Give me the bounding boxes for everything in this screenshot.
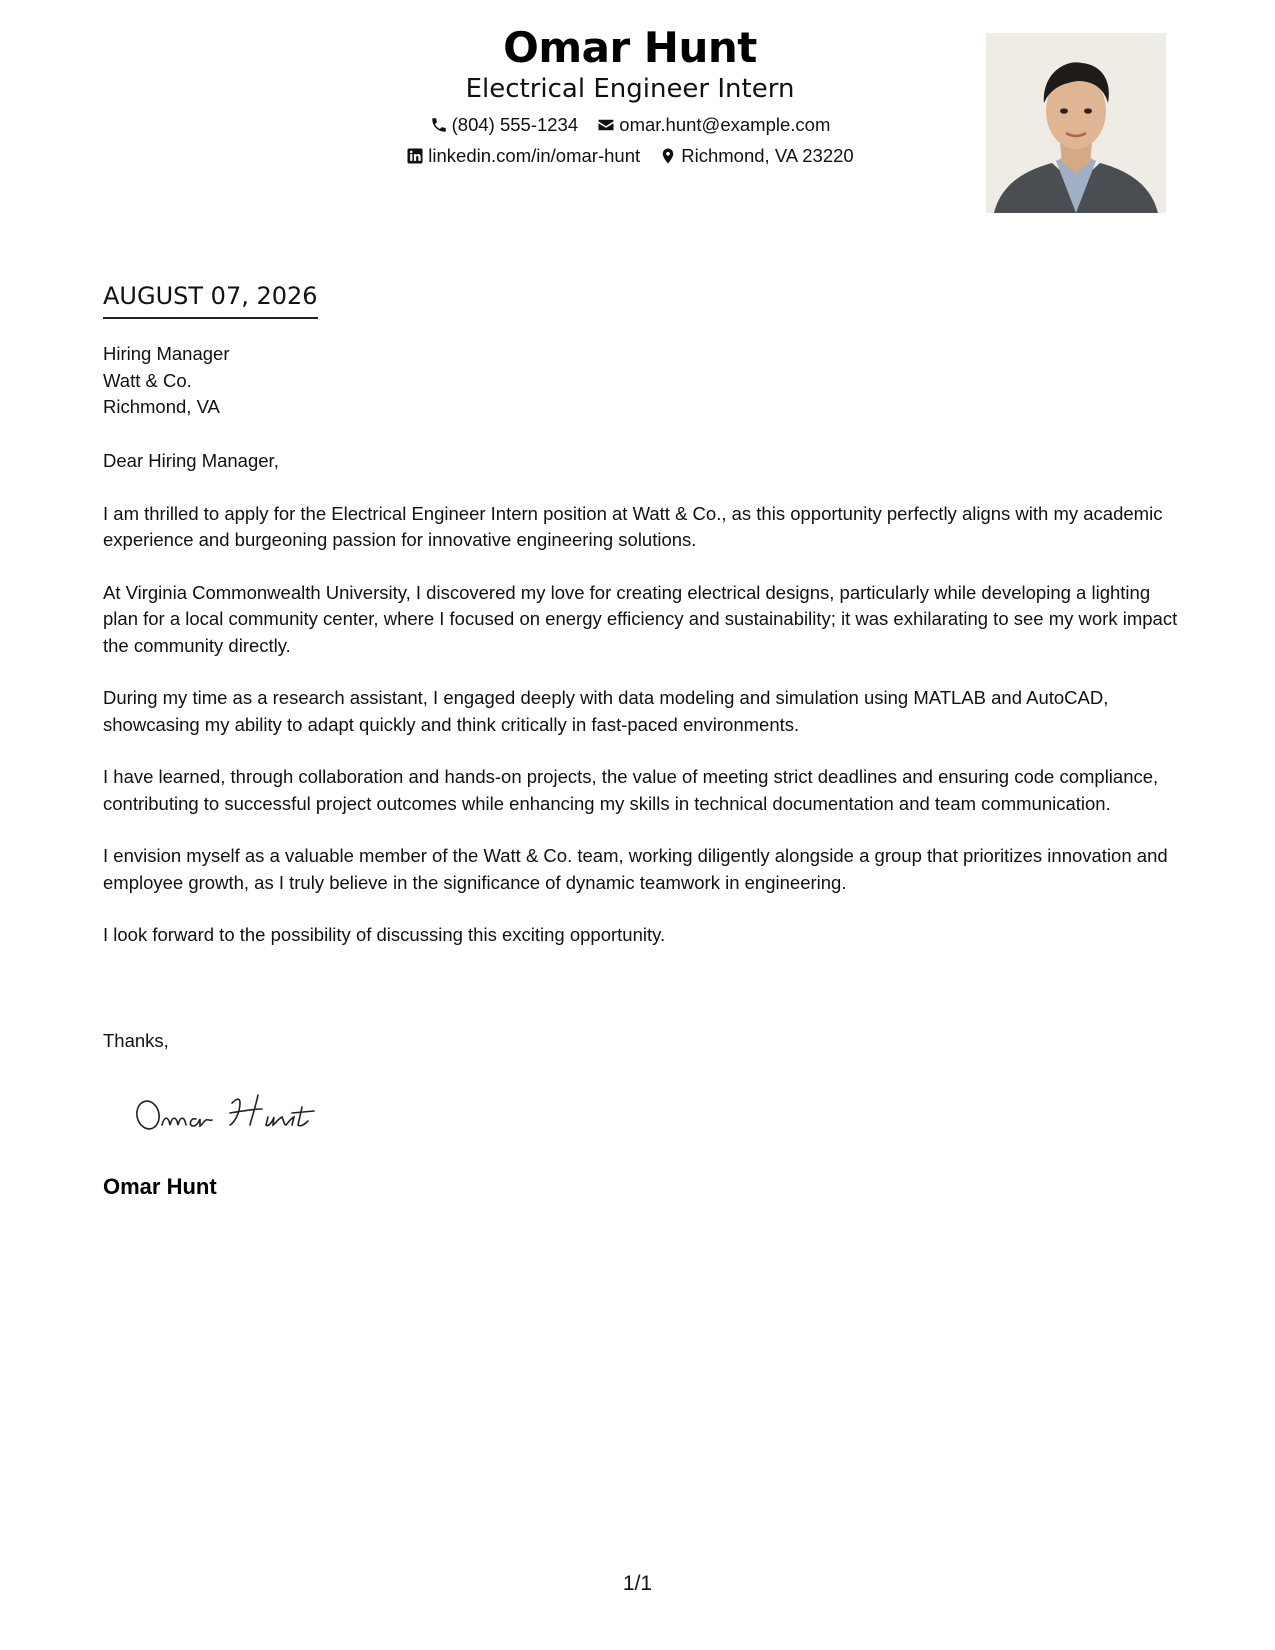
- closing: Thanks,: [103, 1030, 169, 1051]
- location-text: Richmond, VA 23220: [681, 145, 854, 167]
- page-number: 1/1: [622, 1572, 653, 1595]
- applicant-name: Omar Hunt: [503, 23, 757, 72]
- envelope-icon: [597, 116, 615, 134]
- body-paragraph-3: During my time as a research assistant, I engaged deeply with data modeling and simulation using MATLAB and AutoCAD, showcasing my ability to adapt quickly and think critically in fast-paced environments.: [103, 687, 1109, 735]
- letter-date: AUGUST 07, 2026: [103, 281, 318, 319]
- body-paragraph-6: I look forward to the possibility of discussing this exciting opportunity.: [103, 924, 666, 945]
- portrait-image: [986, 33, 1166, 213]
- recipient-title: Hiring Manager: [103, 343, 230, 364]
- email-text[interactable]: omar.hunt@example.com: [619, 114, 831, 136]
- email-contact[interactable]: [597, 113, 830, 137]
- applicant-role: Electrical Engineer Intern: [465, 74, 795, 104]
- body-paragraph-1: I am thrilled to apply for the Electrical Engineer Intern position at Watt & Co., as this opportunity perfectly aligns with my academic experience and burgeoning passion for innovative engineering solutions.: [103, 502, 1163, 550]
- phone-icon: [430, 116, 448, 134]
- body-paragraph-4: I have learned, through collaboration and hands-on projects, the value of meeting strict deadlines and ensuring code compliance, contributing to successful project outcomes while enhancing my skills in technical documentation and team communication.: [103, 766, 1159, 814]
- salutation: Dear Hiring Manager,: [103, 450, 279, 471]
- linkedin-contact[interactable]: [406, 144, 640, 168]
- recipient-company: Watt & Co.: [103, 369, 192, 391]
- body-paragraph-2: At Virginia Commonwealth University, I discovered my love for creating electrical designs, particularly while developing a lighting plan for a local community center, where I focused on energy efficiency and sustainability; it was exhilarating to see my work impact the community directly.: [103, 581, 1178, 656]
- body-paragraph-5: I envision myself as a valuable member of the Watt & Co. team, working diligently alongside a group that prioritizes innovation and employee growth, as I truly believe in the significance of dynamic teamwork in engineering.: [103, 845, 1168, 893]
- recipient-location: Richmond, VA: [103, 396, 220, 417]
- linkedin-icon: [406, 147, 424, 165]
- signer-name: Omar Hunt: [103, 1174, 217, 1199]
- profile-photo: [986, 33, 1166, 213]
- handwritten-signature: [132, 1085, 332, 1150]
- signature-image: [132, 1085, 332, 1145]
- phone-contact: [430, 113, 579, 137]
- map-pin-icon: [659, 147, 677, 165]
- letter-body: [103, 448, 1183, 975]
- recipient-block: [103, 341, 229, 421]
- linkedin-text[interactable]: linkedin.com/in/omar-hunt: [428, 145, 641, 167]
- phone-text: (804) 555-1234: [451, 114, 579, 136]
- location-contact: [659, 144, 853, 168]
